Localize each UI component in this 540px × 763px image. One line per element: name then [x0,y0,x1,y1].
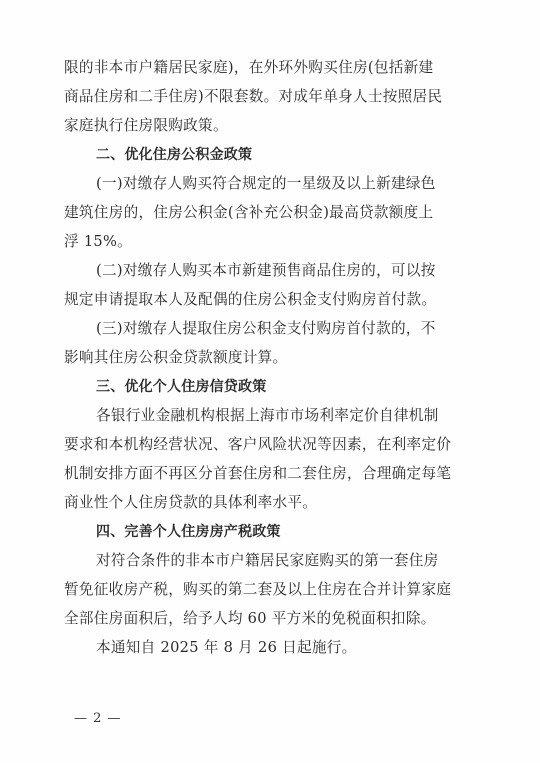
body-line: 暂免征收房产税，购买的第二套及以上住房在合并计算家庭 [64,581,452,598]
body-line: 建筑住房的，住房公积金(含补充公积金)最高贷款额度上 [64,204,434,221]
body-line: 各银行业金融机构根据上海市市场利率定价自律机制 [96,407,439,424]
body-line: 规定申请提取本人及配偶的住房公积金支付购房首付款。 [64,291,437,308]
body-line: 家庭执行住房限购政策。 [64,117,228,134]
body-line: (二)对缴存人购买本市新建预售商品住房的，可以按 [96,262,436,279]
page-number: — 2 — [74,711,122,726]
document-body [64,58,474,658]
body-line: 影响其住房公积金贷款额度计算。 [64,349,288,366]
body-line: (一)对缴存人购买符合规定的一星级及以上新建绿色 [96,175,436,192]
body-line: 全部住房面积后，给予人均 60 平方米的免税面积扣除。 [64,610,436,627]
body-line: 要求和本机构经营状况、客户风险状况等因素，在利率定价 [64,436,452,453]
section-heading: 三、优化个人住房信贷政策 [96,379,267,395]
body-line: (三)对缴存人提取住房公积金支付购房首付款的，不 [96,320,436,337]
body-line: 浮 15%。 [64,233,133,250]
effective-date-line: 本通知自 2025 年 8 月 26 日起施行。 [96,639,357,656]
body-line: 限的非本市户籍居民家庭)，在外环外购买住房(包括新建 [64,59,434,76]
section-heading: 四、完善个人住房房产税政策 [96,524,281,540]
section-heading: 二、优化住房公积金政策 [96,147,253,163]
body-line: 对符合条件的非本市户籍居民家庭购买的第一套住房 [96,552,439,569]
body-line: 商品住房和二手住房)不限套数。对成年单身人士按照居民 [64,88,443,105]
body-line: 机制安排方面不再区分首套住房和二套住房，合理确定每笔 [64,465,452,482]
body-line: 商业性个人住房贷款的具体利率水平。 [64,494,318,511]
